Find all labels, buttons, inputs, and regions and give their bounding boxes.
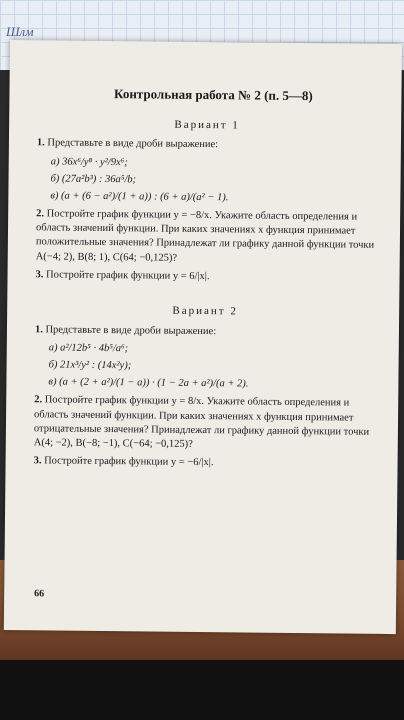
v1-task-3-text: Постройте график функции y = 6/|x|. (45, 269, 210, 282)
v2-task-3-number: 3. (33, 455, 42, 467)
v1-task-3 (35, 268, 375, 286)
v1-task-2-text: Постройте график функции y = −8/x. Укажите область определения и область значений функции. При каких значениях x функция принимает положительные значения? Принадлежат ли графику данной функции точки A(−4; 2), B(8; 1), C(64; −0,125)? (35, 208, 375, 264)
v2-task-1b: б) 21x³/y² : (14x²y); (48, 359, 132, 372)
v1-task-2-number: 2. (36, 208, 45, 220)
v1-task-1b: б) (27a²b³) : 36a⁵/b; (50, 173, 137, 186)
v2-task-2-text: Постройте график функции y = 8/x. Укажите область определения и область значений функции. При каких значениях x функция принимает отрицательные значения? Принадлежат ли графику данной функции точки A(4; −2), B(−8; −1), C(−64; −0,125)? (33, 394, 370, 450)
v2-task-2-number: 2. (34, 394, 43, 406)
v2-task-3-text: Постройте график функции y = −6/|x|. (44, 455, 214, 469)
v1-task-1-text: Представьте в виде дроби выражение: (47, 137, 219, 151)
v2-task-1a: а) a²/12b⁵ · 4b⁵/a⁶; (48, 342, 129, 355)
v2-task-2 (34, 394, 375, 454)
v2-task-1-text: Представьте в виде дроби выражение: (45, 324, 217, 337)
v1-task-1-number: 1. (36, 137, 45, 149)
notebook-scrawl: Шлм (6, 24, 34, 39)
v1-task-1a: а) 36x⁶/y⁸ · y²/9x⁶; (50, 155, 128, 168)
variant-1-heading: Вариант 1 (174, 118, 240, 131)
v2-task-1c: в) (a + (2 + a²)/(1 − a)) · (1 − 2a + a²)/(a + 2). (48, 376, 249, 390)
v1-task-3-number: 3. (35, 269, 44, 281)
v2-task-3 (34, 454, 374, 472)
v2-task-1-number: 1. (34, 324, 43, 336)
worksheet-page (4, 40, 402, 634)
page-title: Контрольная работа № 2 (п. 5—8) (114, 86, 313, 104)
dark-floor (0, 660, 404, 720)
v1-task-1 (37, 137, 377, 155)
v1-task-1c: в) (a + (6 − a²)/(1 + a)) : (6 + a)/(a² − 1). (50, 190, 229, 204)
worksheet-content (33, 84, 377, 476)
v2-task-1 (35, 323, 375, 341)
variant-2-heading: Вариант 2 (172, 304, 238, 318)
v1-task-2 (36, 207, 377, 267)
page-number: 66 (34, 588, 45, 600)
